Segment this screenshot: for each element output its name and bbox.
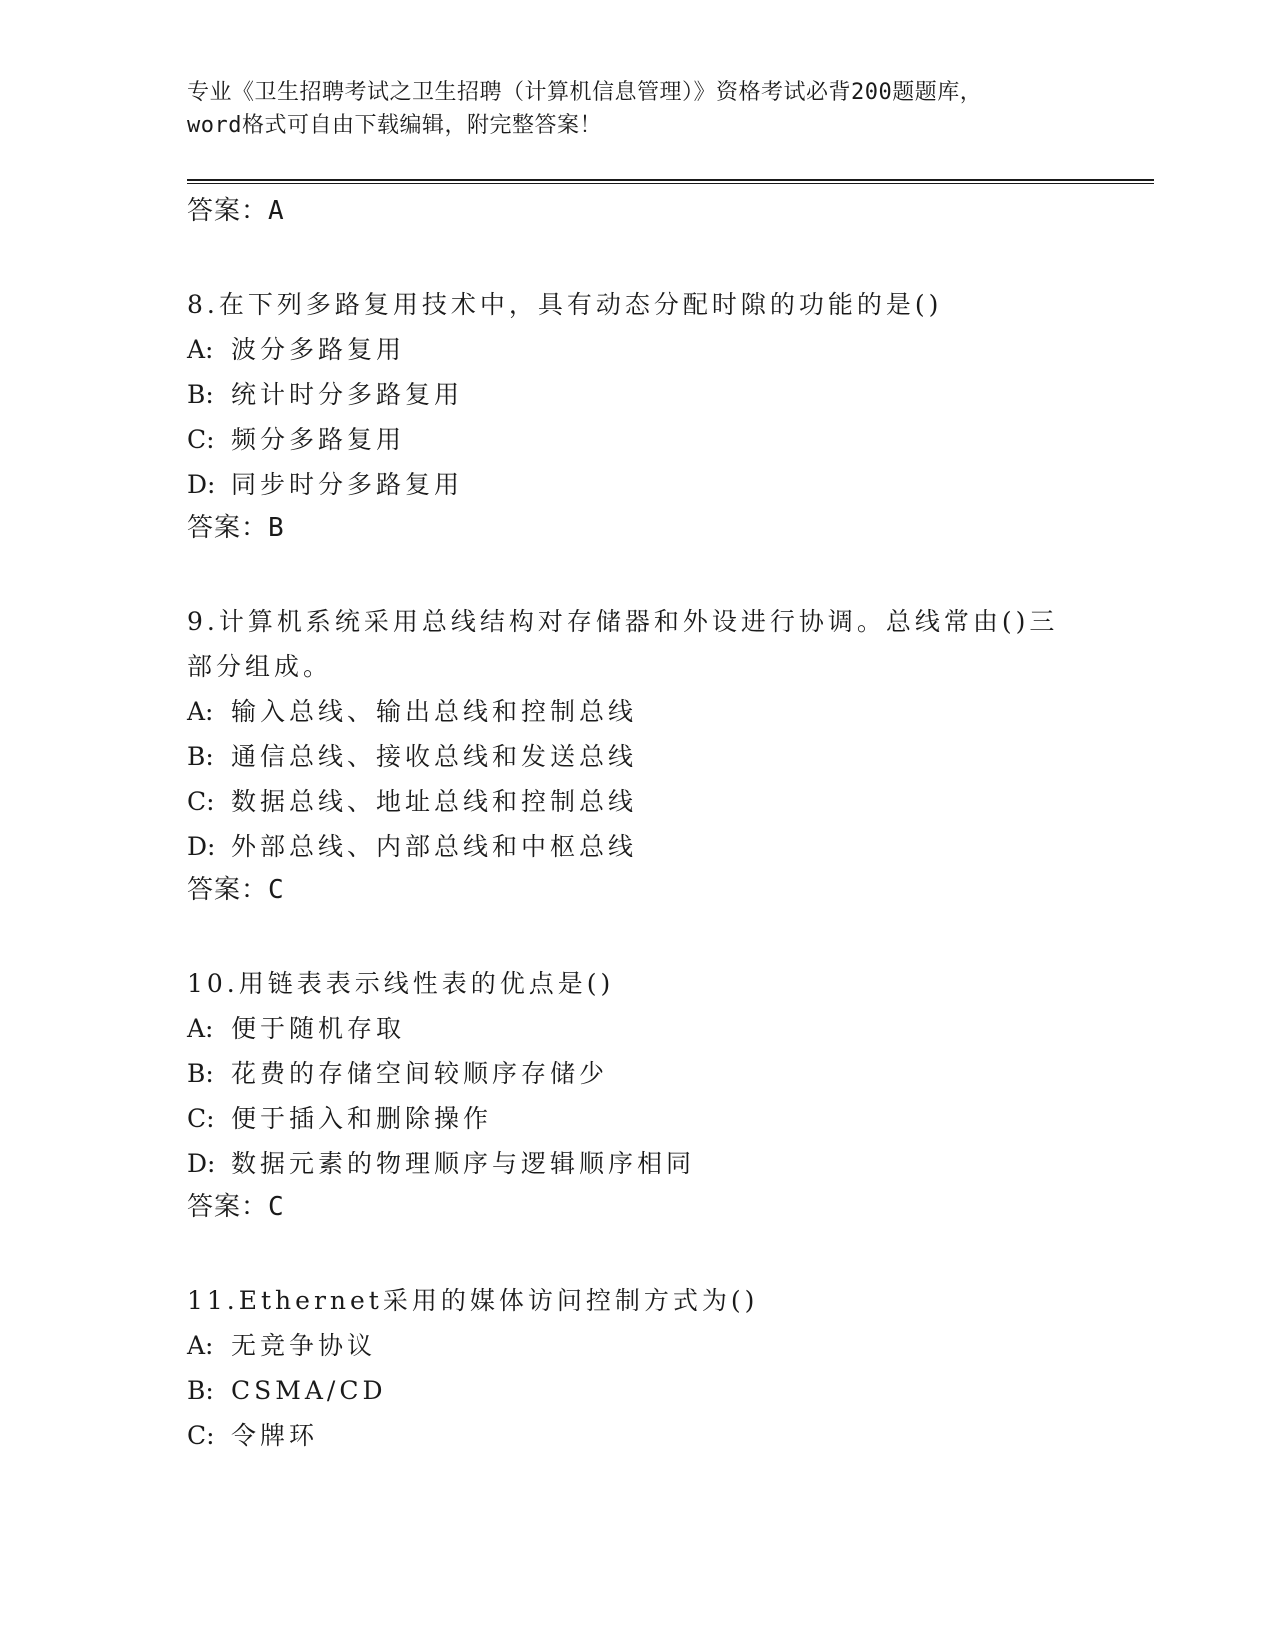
option-text: CSMA/CD <box>231 1376 387 1405</box>
option-letter: D: <box>187 470 216 499</box>
option-item <box>187 372 1087 417</box>
option-text: 同步时分多路复用 <box>231 470 464 499</box>
option-item <box>187 734 1087 779</box>
header-divider-thick <box>187 179 1154 181</box>
question-spacer <box>187 549 1087 599</box>
option-text: 通信总线、接收总线和发送总线 <box>231 742 638 771</box>
option-letter: D: <box>187 832 216 861</box>
question-stem: 部分组成。 <box>187 652 333 681</box>
option-letter: A: <box>187 697 214 726</box>
question-stem: 8.在下列多路复用技术中，具有动态分配时隙的功能的是() <box>187 290 943 319</box>
question-list <box>187 190 1087 1458</box>
question-block <box>187 961 1087 1228</box>
option-item <box>187 1413 1087 1458</box>
question-spacer <box>187 1228 1087 1278</box>
option-item <box>187 1141 1087 1186</box>
option-text: 数据总线、地址总线和控制总线 <box>231 787 638 816</box>
option-item <box>187 1368 1087 1413</box>
option-text: 无竞争协议 <box>231 1331 377 1360</box>
answer-line: 答案：C <box>187 875 285 905</box>
option-letter: A: <box>187 1331 214 1360</box>
option-item <box>187 1006 1087 1051</box>
option-letter: C: <box>187 1421 215 1450</box>
option-item <box>187 417 1087 462</box>
option-item <box>187 327 1087 372</box>
option-letter: B: <box>187 1059 214 1088</box>
option-text: 波分多路复用 <box>231 335 406 364</box>
option-item <box>187 824 1087 869</box>
option-text: 统计时分多路复用 <box>231 380 464 409</box>
option-text: 频分多路复用 <box>231 425 406 454</box>
option-letter: B: <box>187 1376 214 1405</box>
option-letter: D: <box>187 1149 216 1178</box>
option-text: 输入总线、输出总线和控制总线 <box>231 697 638 726</box>
option-letter: C: <box>187 787 215 816</box>
document-header <box>187 76 1087 142</box>
option-letter: B: <box>187 380 214 409</box>
option-text: 外部总线、内部总线和中枢总线 <box>231 832 638 861</box>
option-letter: C: <box>187 425 215 454</box>
header-line-1: 专业《卫生招聘考试之卫生招聘（计算机信息管理）》资格考试必背200题题库， <box>187 80 983 105</box>
question-stem: 11.Ethernet采用的媒体访问控制方式为() <box>187 1286 759 1315</box>
option-item <box>187 1096 1087 1141</box>
question-stem: 10.用链表表示线性表的优点是() <box>187 969 615 998</box>
answer-line: 答案：B <box>187 513 285 543</box>
question-block <box>187 599 1087 911</box>
answer-line: 答案：A <box>187 196 285 226</box>
option-letter: C: <box>187 1104 215 1133</box>
option-item <box>187 1323 1087 1368</box>
option-letter: A: <box>187 1014 214 1043</box>
question-block <box>187 1278 1087 1458</box>
option-item <box>187 462 1087 507</box>
option-text: 便于随机存取 <box>231 1014 406 1043</box>
option-text: 花费的存储空间较顺序存储少 <box>231 1059 609 1088</box>
option-item <box>187 779 1087 824</box>
header-divider-thin <box>187 183 1154 184</box>
header-line-2: word格式可自由下载编辑，附完整答案！ <box>187 113 602 138</box>
question-stem: 9.计算机系统采用总线结构对存储器和外设进行协调。总线常由()三 <box>187 607 1059 636</box>
option-letter: B: <box>187 742 214 771</box>
answer-line: 答案：C <box>187 1192 285 1222</box>
question-block <box>187 282 1087 549</box>
question-spacer <box>187 232 1087 282</box>
option-text: 便于插入和删除操作 <box>231 1104 493 1133</box>
question-spacer <box>187 911 1087 961</box>
option-text: 令牌环 <box>231 1421 319 1450</box>
option-text: 数据元素的物理顺序与逻辑顺序相同 <box>231 1149 696 1178</box>
option-letter: A: <box>187 335 214 364</box>
option-item <box>187 1051 1087 1096</box>
option-item <box>187 689 1087 734</box>
